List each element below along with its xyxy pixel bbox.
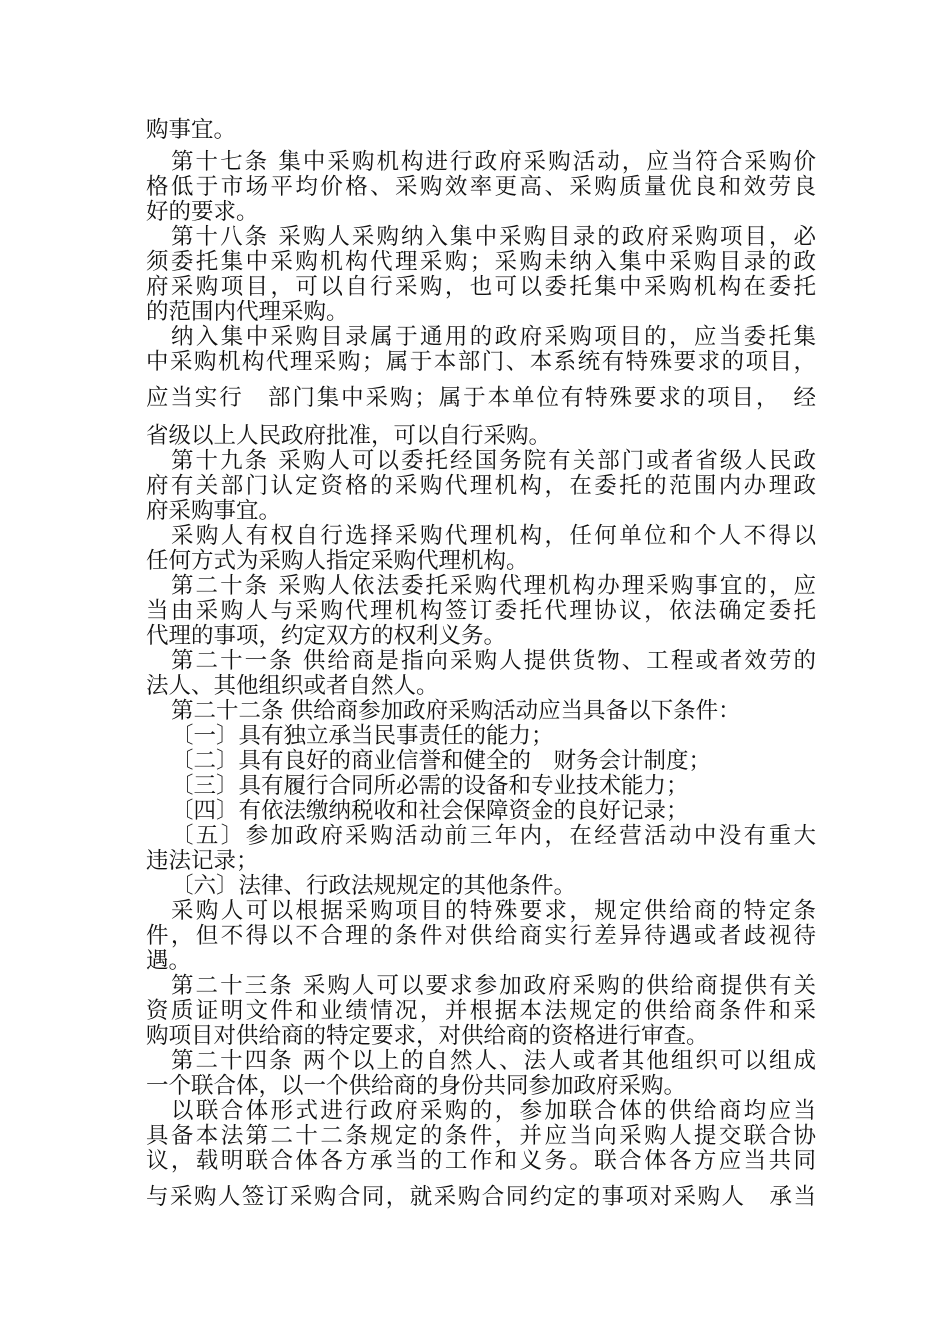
text-line: 〔四〕有依法缴纳税收和社会保障资金的良好记录； (171, 798, 689, 824)
text-line: 购项目对供给商的特定要求，对供给商的资格进行审查。 (146, 1023, 709, 1049)
text-line: 第十八条 采购人采购纳入集中采购目录的政府采购项目，必 (171, 224, 816, 250)
text-line: 第二十四条 两个以上的自然人、法人或者其他组织可以组成 (171, 1048, 816, 1074)
text-line: 府采购事宜。 (146, 498, 282, 524)
text-line: 第十九条 采购人可以委托经国务院有关部门或者省级人民政 (171, 448, 816, 474)
text-line: 购事宜。 (146, 117, 237, 143)
text-line: 与采购人签订采购合同，就采购合同约定的事项对采购人 承当 (146, 1184, 816, 1210)
text-line: 件，但不得以不合理的条件对供给商实行差异待遇或者歧视待 (146, 923, 816, 949)
text-line: 议，载明联合体各方承当的工作和义务。联合体各方应当共同 (146, 1148, 816, 1174)
text-line: 第二十三条 采购人可以要求参加政府采购的供给商提供有关 (171, 973, 816, 999)
text-line: 具备本法第二十二条规定的条件，并应当向采购人提交联合协 (146, 1123, 816, 1149)
text-line: 第二十条 采购人依法委托采购代理机构办理采购事宜的，应 (171, 573, 816, 599)
text-line: 第二十二条 供给商参加政府采购活动应当具备以下条件： (171, 698, 741, 724)
text-line: 〔五〕参加政府采购活动前三年内，在经营活动中没有重大 (171, 823, 816, 849)
text-line: 应当实行 部门集中采购；属于本单位有特殊要求的项目， 经 (146, 385, 816, 411)
text-line: 好的要求。 (146, 199, 259, 225)
text-line: 一个联合体，以一个供给商的身份共同参加政府采购。 (146, 1073, 687, 1099)
text-line: 须委托集中采购机构代理采购；采购未纳入集中采购目录的政 (146, 249, 816, 275)
text-line: 代理的事项，约定双方的权利义务。 (146, 623, 507, 649)
text-line: 当由采购人与采购代理机构签订委托代理协议，依法确定委托 (146, 598, 816, 624)
text-line: 以联合体形式进行政府采购的，参加联合体的供给商均应当 (171, 1098, 816, 1124)
text-line: 纳入集中采购目录属于通用的政府采购项目的，应当委托集 (171, 324, 816, 350)
text-line: 府有关部门认定资格的采购代理机构，在委托的范围内办理政 (146, 473, 816, 499)
text-line: 〔六〕法律、行政法规规定的其他条件。 (171, 873, 577, 899)
text-line: 任何方式为采购人指定采购代理机构。 (146, 548, 529, 574)
text-line: 〔一〕具有独立承当民事责任的能力； (171, 723, 554, 749)
text-line: 中采购机构代理采购；属于本部门、本系统有特殊要求的项目， (146, 349, 816, 375)
text-line: 省级以上人民政府批准，可以自行采购。 (146, 423, 552, 449)
text-line: 第十七条 集中采购机构进行政府采购活动，应当符合采购价 (171, 149, 816, 175)
text-line: 采购人可以根据采购项目的特殊要求，规定供给商的特定条 (171, 898, 816, 924)
text-line: 采购人有权自行选择采购代理机构，任何单位和个人不得以 (171, 523, 816, 549)
text-line: 资质证明文件和业绩情况，并根据本法规定的供给商条件和采 (146, 998, 816, 1024)
text-line: 的范围内代理采购。 (146, 299, 349, 325)
text-line: 第二十一条 供给商是指向采购人提供货物、工程或者效劳的 (171, 648, 816, 674)
text-line: 法人、其他组织或者自然人。 (146, 673, 439, 699)
text-line: 〔二〕具有良好的商业信誉和健全的 财务会计制度； (171, 748, 712, 774)
text-line: 格低于市场平均价格、采购效率更高、采购质量优良和效劳良 (146, 174, 816, 200)
text-line: 违法记录； (146, 848, 259, 874)
text-line: 遇。 (146, 948, 192, 974)
text-line: 府采购项目，可以自行采购，也可以委托集中采购机构在委托 (146, 274, 816, 300)
text-line: 〔三〕具有履行合同所必需的设备和专业技术能力； (171, 773, 689, 799)
